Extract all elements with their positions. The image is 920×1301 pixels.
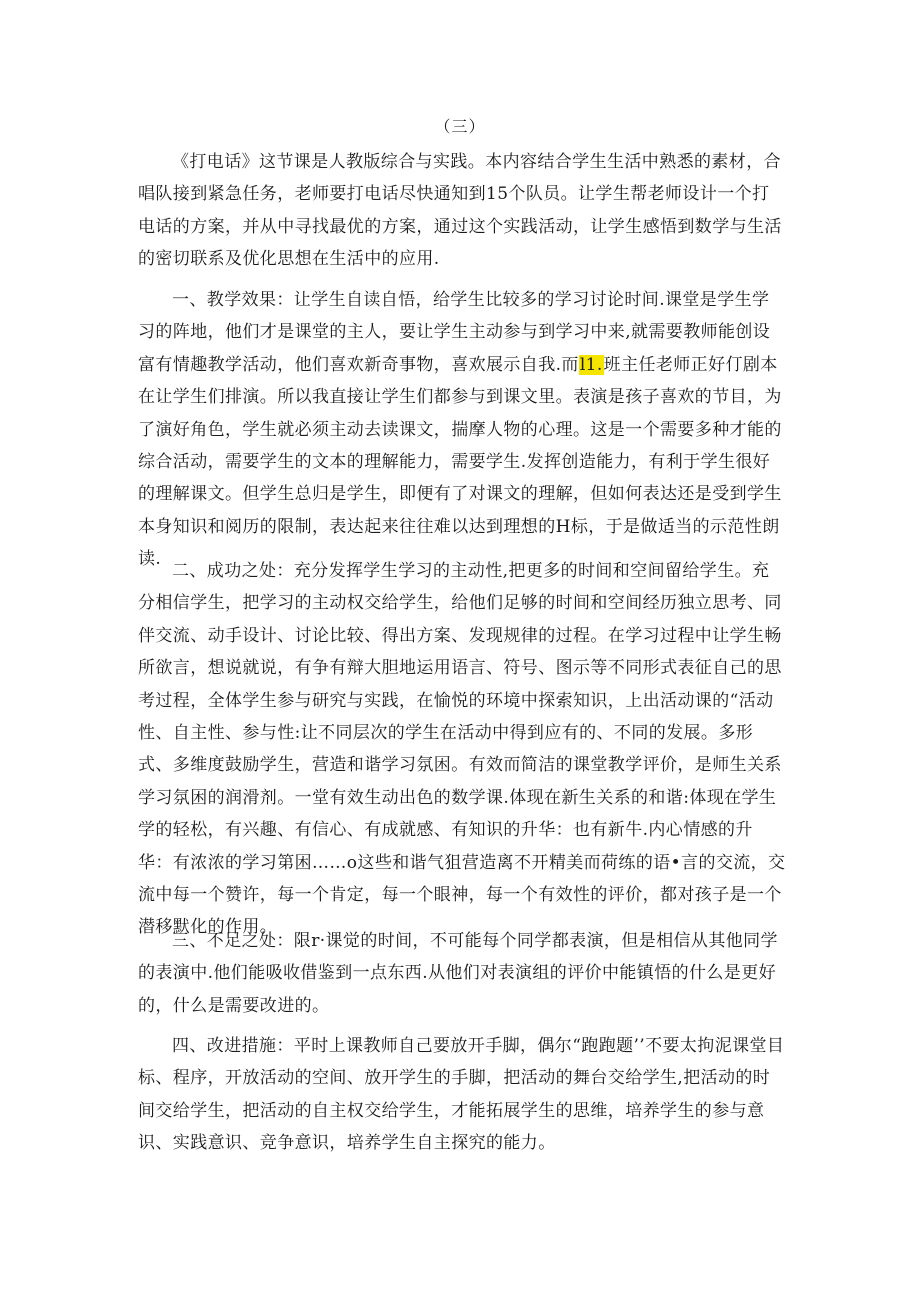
paragraph-teaching-effect-text-a: 一、教学效果：让学生自读自悟，给学生比较多的学习讨论时间.课堂是学生学习的阵地，他们才是课堂的主人，要让学生主动参与到学习中来,就需要教师能创设富有情趣教学活动，他们喜欢新奇事物，喜欢展示自我.而 [138, 290, 771, 375]
highlight-mark: l1. [579, 354, 603, 375]
paragraph-improvements: 四、改进措施：平时上课教师自己要放开手脚，偶尔“跑跑题’’不要太拘泥课堂目标、程序，开放活动的空间、放开学生的手脚，把活动的舞台交给学生,把活动的时间交给学生，把活动的自主权交给学生，才能拓展学生的思维，培养学生的参与意识、实践意识、竞争意识，培养学生自主探究的能力。 [138, 1036, 785, 1154]
paragraph-shortcomings: 三、不足之处：限r·课觉的时间，不可能每个同学都表演，但是相信从其他同学的表演中.他们能吸收借鉴到一点东西.从他们对表演组的评价中能镇悟的什么是更好的，什么是需要改进的。 [138, 931, 778, 1016]
paragraph-teaching-effect [138, 284, 786, 576]
paragraph-successes: 二、成功之处：充分发挥学生学习的主动性,把更多的时间和空间留给学生。充分相信学生，把学习的主动权交给学生，给他们足够的时间和空间经历独立思考、同伴交流、动手设计、讨论比较、得出方案、发现规律的过程。在学习过程中让学生畅所欲言，想说就说，有争有辩大胆地运用语言、符号、图示等不同形式表征自己的思考过程，全体学生参与研究与实践，在愉悦的环境中探索知识，上出活动课的“活动性、自主性、参与性:让不同层次的学生在活动中得到应有的、不同的发展。多形式、多维度鼓励学生，营造和谐学习氛困。有效而简洁的课堂教学评价，是师生关系学习氛困的润滑剂。一堂有效生动出色的数学课.体现在新生关系的和谐:体现在学生学的轻松，有兴趣、有信心、有成就感、有知识的升华：也有新牛.内心情感的升华：有浓浓的学习第困……o这些和谐气狙营造离不开精美而荷练的语•言的交流，交流中每一个赞许，每一个肯定，每一个眼神，每一个有效性的评价，都对孩子是一个潜移默化的作用。 [138, 561, 786, 938]
paragraph-teaching-effect-text-b: 班主任老师正好仃剧本在让学生们排演。所以我直接让学生们都参与到课文里。表演是孩子喜欢的节目，为了演好角色，学生就必须主动去读课文，揣摩人物的心理。这是一个需要多种才能的综合活动，需要学生的文本的理解能力，需要学生.发挥创造能力，有利于学生很好的理解课文。但学生总归是学生，即便有了对课文的理解，但如何表达还是受到学生本身知识和阅历的限制，表达起来往往难以达到理想的H标，于是做适当的示范性朗读. [138, 354, 782, 570]
section-heading: （三） [434, 117, 486, 136]
paragraph-intro: 《打电话》这节课是人教版综合与实践。本内容结合学生生活中熟悉的素材，合唱队接到紧急任务，老师要打电话尽快通知到15个队员。让学生帮老师设计一个打电话的方案，并从中寻找最优的方案，通过这个实践活动，让学生感悟到数学与生活的密切联系及优化思想在生活中的应用. [138, 152, 782, 270]
